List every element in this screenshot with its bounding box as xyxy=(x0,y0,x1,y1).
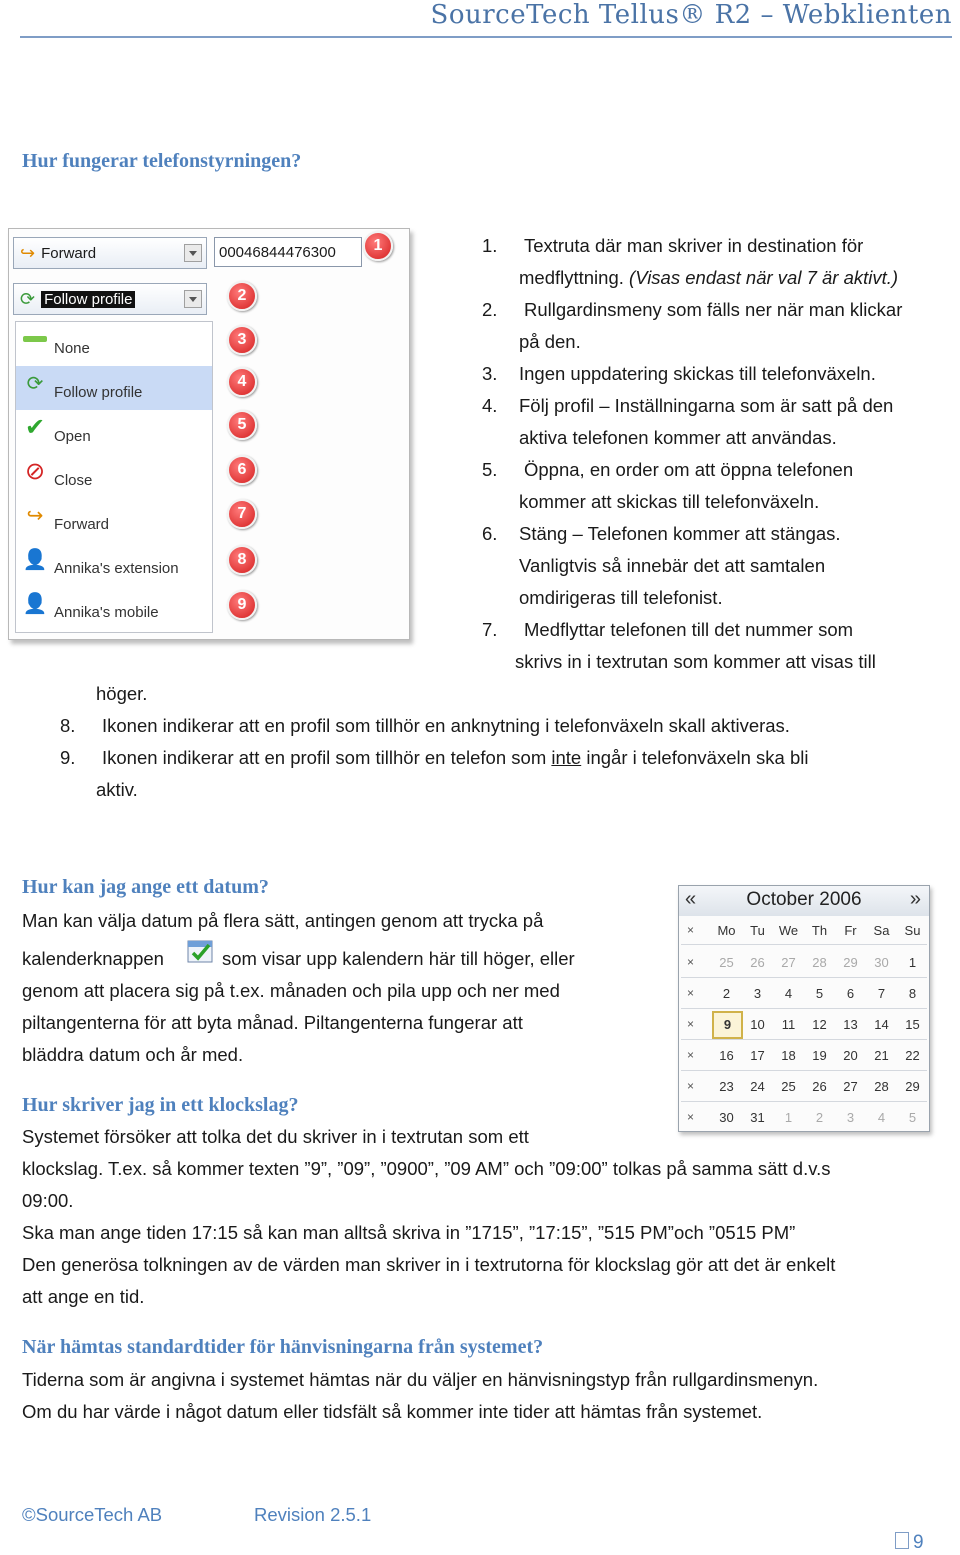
list-item-text: aktiv. xyxy=(96,779,138,800)
menu-item-none[interactable] xyxy=(16,322,212,366)
list-item-text: skrivs in i textrutan som kommer att visas till xyxy=(515,651,876,672)
menu-item-close[interactable] xyxy=(16,454,212,498)
list-item-text: Vanligtvis så innebär det att samtalen xyxy=(519,555,826,576)
list-number: 9. xyxy=(60,747,76,768)
calendar-day-cell[interactable]: 19 xyxy=(812,1048,827,1063)
menu-item-label: Annika's mobile xyxy=(54,604,159,621)
calendar-row-divider xyxy=(681,1070,927,1071)
calendar-day-cell[interactable]: 25 xyxy=(719,955,734,970)
calendar-day-cell[interactable]: 12 xyxy=(812,1017,827,1032)
calendar-widget-screenshot xyxy=(678,885,930,1132)
calendar-day-cell[interactable]: 2 xyxy=(722,986,731,1001)
calendar-day-cell[interactable]: 1 xyxy=(908,955,917,970)
profile-select[interactable] xyxy=(13,283,207,315)
follow-profile-icon: ⟳ xyxy=(20,288,36,309)
section-heading-standard-times: När hämtas standardtider för hänvisningarna från systemet? xyxy=(22,1336,544,1358)
calendar-day-cell[interactable]: 27 xyxy=(843,1079,858,1094)
calendar-day-cell[interactable]: 1 xyxy=(784,1110,793,1125)
calendar-week-marker[interactable]: × xyxy=(687,1048,695,1062)
calendar-day-cell[interactable]: 30 xyxy=(719,1110,734,1125)
follow-profile-icon: ⟳ xyxy=(26,372,44,395)
calendar-day-cell[interactable]: 24 xyxy=(750,1079,765,1094)
calendar-day-cell[interactable]: 29 xyxy=(843,955,858,970)
list-item-text: Stäng – Telefonen kommer att stängas. xyxy=(519,523,841,544)
header-rule xyxy=(20,36,952,38)
section-heading-date: Hur kan jag ange ett datum? xyxy=(22,876,269,898)
calendar-day-cell[interactable]: 15 xyxy=(905,1017,920,1032)
calendar-week-marker[interactable]: × xyxy=(687,986,695,1000)
list-number: 6. xyxy=(482,523,498,544)
calendar-row-divider xyxy=(681,977,927,978)
menu-item-label: Forward xyxy=(54,516,110,533)
callout-badge-3: 3 xyxy=(227,325,257,355)
section-heading-phone-control: Hur fungerar telefonstyrningen? xyxy=(22,150,302,172)
paragraph-line: genom att placera sig på t.ex. månaden och pila upp och ner med xyxy=(22,980,560,1001)
calendar-day-cell[interactable]: 21 xyxy=(874,1048,889,1063)
calendar-day-cell[interactable]: 17 xyxy=(750,1048,765,1063)
calendar-day-cell[interactable]: 14 xyxy=(874,1017,889,1032)
calendar-day-cell[interactable]: 23 xyxy=(719,1079,734,1094)
list-item-text: Ingen uppdatering skickas till telefonväxeln. xyxy=(519,363,876,384)
forward-icon: ↪ xyxy=(26,504,44,527)
calendar-day-cell[interactable]: 31 xyxy=(750,1110,765,1125)
weekday-label: Mo xyxy=(717,923,736,938)
list-item-text: på den. xyxy=(519,331,581,352)
calendar-week-row xyxy=(679,1041,929,1071)
calendar-week-marker[interactable]: × xyxy=(687,1017,695,1031)
calendar-week-row xyxy=(679,1103,929,1133)
list-item-text xyxy=(519,262,898,294)
calendar-week-marker[interactable]: × xyxy=(687,955,695,969)
list-item-text: omdirigeras till telefonist. xyxy=(519,587,723,608)
calendar-header xyxy=(679,886,929,916)
paragraph-line: piltangenterna för att byta månad. Piltangenterna fungerar att xyxy=(22,1012,523,1033)
forward-select[interactable] xyxy=(13,237,207,269)
list-number: 2. xyxy=(482,299,498,320)
profile-dropdown-menu xyxy=(15,321,213,633)
calendar-row-divider xyxy=(681,1101,927,1102)
paragraph-line: att ange en tid. xyxy=(22,1286,145,1307)
person-phone-icon: 👤 xyxy=(22,592,48,615)
person-icon: 👤 xyxy=(22,548,48,571)
paragraph-line: klockslag. T.ex. så kommer texten ”9”, ”09”, ”0900”, ”09 AM” och ”09:00” tolkas på samma sätt d.v.s xyxy=(22,1158,831,1179)
menu-item-label: Close xyxy=(54,472,93,489)
calendar-day-cell[interactable]: 2 xyxy=(815,1110,824,1125)
list-item-text: Medflyttar telefonen till det nummer som xyxy=(524,619,854,640)
calendar-day-cell[interactable]: 13 xyxy=(843,1017,858,1032)
menu-item-label: None xyxy=(54,340,90,357)
dropdown-arrow-icon[interactable] xyxy=(184,244,202,262)
calendar-day-cell[interactable]: 3 xyxy=(846,1110,855,1125)
weekday-label: Tu xyxy=(750,923,765,938)
forward-icon: ↪ xyxy=(20,242,36,263)
calendar-day-cell[interactable]: 30 xyxy=(874,955,889,970)
list-item-text: Rullgardinsmeny som fälls ner när man klickar xyxy=(524,299,903,320)
paragraph-line: som visar upp kalendern här till höger, eller xyxy=(222,948,575,969)
menu-item-label: Follow profile xyxy=(54,384,143,401)
section-heading-time: Hur skriver jag in ett klockslag? xyxy=(22,1094,299,1116)
calendar-day-cell[interactable]: 8 xyxy=(908,986,917,1001)
calendar-day-cell[interactable]: 27 xyxy=(781,955,796,970)
none-icon xyxy=(22,326,48,352)
menu-item-forward[interactable] xyxy=(16,498,212,542)
document-header-title: SourceTech Tellus® R2 – Webklienten xyxy=(430,0,952,30)
calendar-day-cell[interactable]: 26 xyxy=(750,955,765,970)
calendar-day-cell[interactable]: 28 xyxy=(812,955,827,970)
calendar-day-cell[interactable]: 4 xyxy=(784,986,793,1001)
footer-revision: Revision 2.5.1 xyxy=(254,1504,372,1525)
menu-item-open[interactable] xyxy=(16,410,212,454)
calendar-row-divider xyxy=(681,1008,927,1009)
calendar-day-cell[interactable]: 28 xyxy=(874,1079,889,1094)
forward-select-label: Forward xyxy=(41,244,97,262)
list-number: 1. xyxy=(482,235,498,256)
calendar-week-row xyxy=(679,979,929,1009)
dropdown-arrow-icon[interactable] xyxy=(184,290,202,308)
calendar-week-marker[interactable]: × xyxy=(687,1079,695,1093)
calendar-day-cell[interactable]: 10 xyxy=(750,1017,765,1032)
paragraph-line: Man kan välja datum på flera sätt, antingen genom att trycka på xyxy=(22,910,544,931)
weekday-label: We xyxy=(778,923,799,938)
paragraph-line: Om du har värde i något datum eller tidsfält så kommer inte tider att hämtas från systemet. xyxy=(22,1401,763,1422)
calendar-day-cell-today[interactable]: 9 xyxy=(712,1011,743,1039)
menu-item-follow-profile[interactable] xyxy=(16,366,212,410)
page-icon xyxy=(895,1532,909,1549)
calendar-week-row xyxy=(679,1010,929,1040)
callout-badge-5: 5 xyxy=(227,410,257,440)
underlined-word: inte xyxy=(551,747,582,768)
calendar-day-cell[interactable]: 5 xyxy=(908,1110,917,1125)
list-item-text-part: ingår i telefonväxeln ska bli xyxy=(581,747,809,768)
paragraph-line: Systemet försöker att tolka det du skriver in i textrutan som ett xyxy=(22,1126,529,1147)
calendar-week-marker[interactable]: × xyxy=(687,1110,695,1124)
paragraph-line: Den generösa tolkningen av de värden man skriver in i textrutorna för klockslag gör att det är enkelt xyxy=(22,1254,836,1275)
list-item-text: Öppna, en order om att öppna telefonen xyxy=(524,459,854,480)
callout-badge-1: 1 xyxy=(363,231,393,261)
page-number-value: 9 xyxy=(913,1532,924,1553)
list-number: 3. xyxy=(482,363,498,384)
checkmark-icon: ✔ xyxy=(24,413,46,441)
profile-select-label: Follow profile xyxy=(41,291,135,308)
calendar-day-cell[interactable]: 29 xyxy=(905,1079,920,1094)
paragraph-line: Tiderna som är angivna i systemet hämtas när du väljer en hänvisningstyp från rullgardinsmenyn. xyxy=(22,1369,819,1390)
menu-item-extension[interactable] xyxy=(16,542,212,586)
calendar-day-cell[interactable]: 22 xyxy=(905,1048,920,1063)
callout-badge-9: 9 xyxy=(227,590,257,620)
list-item-text: Textruta där man skriver in destination för xyxy=(524,235,864,256)
list-item-text: kommer att skickas till telefonväxeln. xyxy=(519,491,820,512)
calendar-week-column-marker: × xyxy=(687,923,695,937)
calendar-day-cell[interactable]: 20 xyxy=(843,1048,858,1063)
menu-item-label: Annika's extension xyxy=(54,560,179,577)
list-item-text: Ikonen indikerar att en profil som tillhör en anknytning i telefonväxeln skall aktiveras. xyxy=(102,715,790,736)
list-item-text-part: Ikonen indikerar att en profil som tillhör en telefon som xyxy=(102,747,552,768)
list-item-text xyxy=(102,742,808,774)
list-number: 4. xyxy=(482,395,498,416)
weekday-label: Th xyxy=(811,923,828,938)
list-item-text: aktiva telefonen kommer att användas. xyxy=(519,427,837,448)
paragraph-line: bläddra datum och år med. xyxy=(22,1044,244,1065)
callout-badge-6: 6 xyxy=(227,455,257,485)
callout-badge-7: 7 xyxy=(227,499,257,529)
list-number: 7. xyxy=(482,619,498,640)
calendar-day-cell[interactable]: 18 xyxy=(781,1048,796,1063)
list-number: 8. xyxy=(60,715,76,736)
paragraph-line: 09:00. xyxy=(22,1190,74,1211)
calendar-next-button[interactable]: » xyxy=(909,888,921,910)
calendar-prev-button[interactable]: « xyxy=(685,888,697,910)
calendar-row-divider xyxy=(681,1039,927,1040)
page-number xyxy=(895,1532,924,1554)
weekday-label: Su xyxy=(904,923,921,938)
menu-item-mobile[interactable] xyxy=(16,586,212,630)
list-item-text-part: medflyttning. xyxy=(519,267,624,288)
calendar-day-cell[interactable]: 11 xyxy=(781,1017,796,1032)
weekday-label: Sa xyxy=(873,923,890,938)
callout-badge-4: 4 xyxy=(227,367,257,397)
calendar-day-cell[interactable]: 5 xyxy=(815,986,824,1001)
callout-badge-8: 8 xyxy=(227,545,257,575)
calendar-month-title: October 2006 xyxy=(746,889,862,910)
no-entry-icon: ⊘ xyxy=(24,457,46,485)
calendar-button-icon xyxy=(187,938,215,964)
calendar-week-row xyxy=(679,948,929,978)
paragraph-line: Ska man ange tiden 17:15 så kan man alltså skriva in ”1715”, ”17:15”, ”515 PM”och ”0515 PM” xyxy=(22,1222,796,1243)
calendar-day-cell[interactable]: 4 xyxy=(877,1110,886,1125)
phone-control-widget-screenshot xyxy=(8,228,410,640)
list-item-text: höger. xyxy=(96,683,148,704)
forward-destination-input[interactable]: 00046844476300 xyxy=(214,237,362,267)
callout-badge-2: 2 xyxy=(227,281,257,311)
calendar-divider xyxy=(681,944,927,945)
calendar-day-cell[interactable]: 6 xyxy=(846,986,855,1001)
calendar-day-cell[interactable]: 7 xyxy=(877,986,886,1001)
footer-copyright: ©SourceTech AB xyxy=(22,1504,163,1525)
calendar-week-row xyxy=(679,1072,929,1102)
calendar-weekday-row xyxy=(679,920,929,942)
weekday-label: Fr xyxy=(844,923,857,938)
paragraph-line: kalenderknappen xyxy=(22,948,164,969)
list-number: 5. xyxy=(482,459,498,480)
calendar-day-cell[interactable]: 3 xyxy=(753,986,762,1001)
calendar-day-cell[interactable]: 25 xyxy=(781,1079,796,1094)
list-item-note: (Visas endast när val 7 är aktivt.) xyxy=(623,267,899,288)
menu-item-label: Open xyxy=(54,428,91,445)
list-item-text: Följ profil – Inställningarna som är satt på den xyxy=(519,395,894,416)
calendar-day-cell[interactable]: 16 xyxy=(719,1048,734,1063)
calendar-day-cell[interactable]: 26 xyxy=(812,1079,827,1094)
